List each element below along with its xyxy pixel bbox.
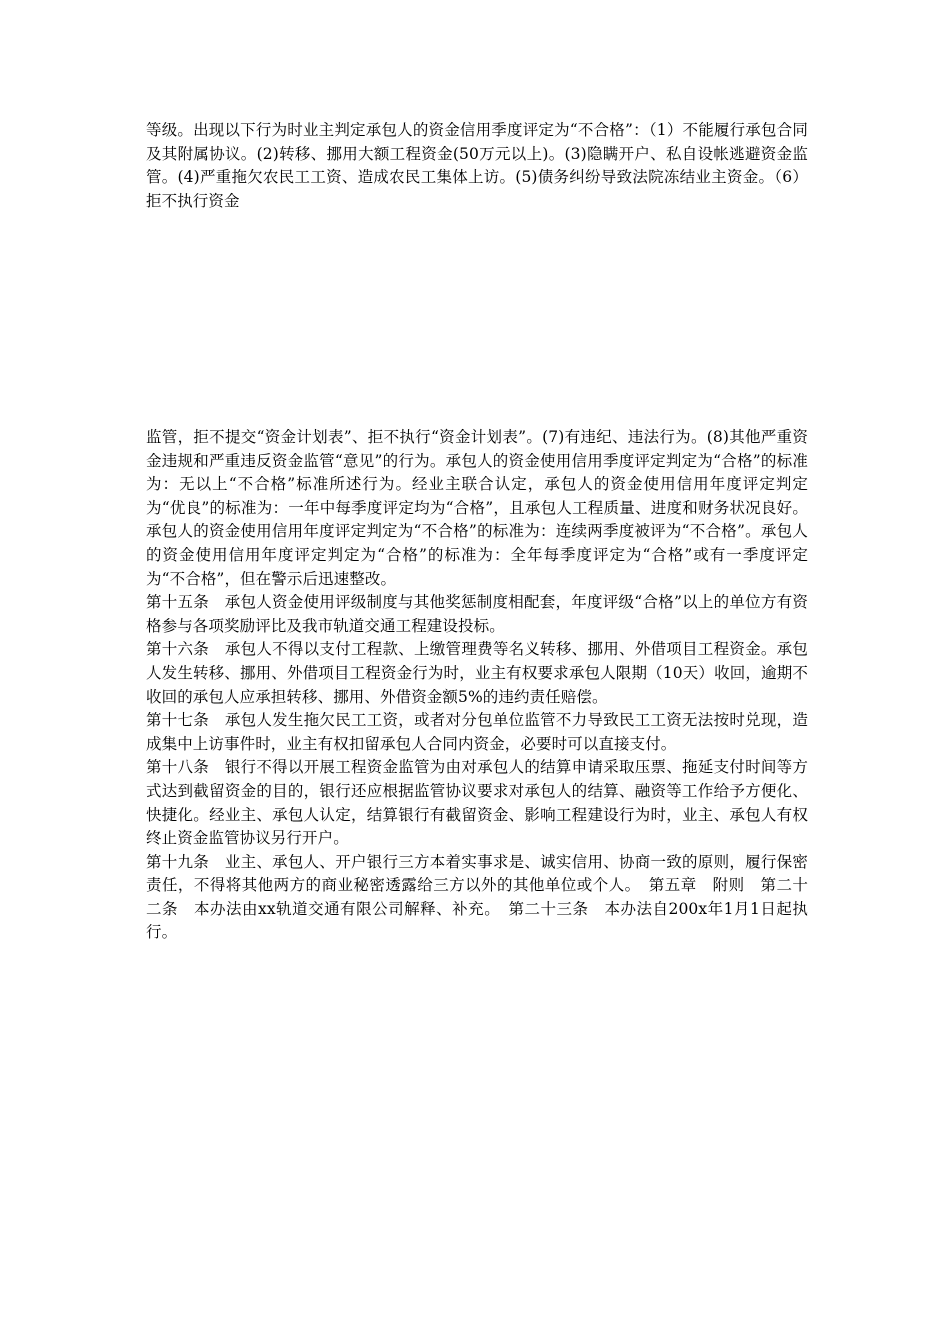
text-block-top (146, 119, 808, 213)
paragraph-continuation: 等级。出现以下行为时业主判定承包人的资金信用季度评定为“不合格”：（1）不能履行承包合同及其附属协议。(2)转移、挪用大额工程资金(50万元以上)。(3)隐瞒开户、私自设帐逃避资金监管。(4)严重拖欠农民工工资、造成农民工集体上访。(5)债务纠纷导致法院冻结业主资金。（6）拒不执行资金 (146, 121, 808, 210)
text-block-main (146, 426, 808, 945)
paragraph-article-16: 第十六条 承包人不得以支付工程款、上缴管理费等名义转移、挪用、外借项目工程资金。承包人发生转移、挪用、外借项目工程资金行为时，业主有权要求承包人限期（10天）收回，逾期不收回的承包人应承担转移、挪用、外借资金额5%的违约责任赔偿。 (146, 640, 808, 706)
paragraph-evaluation-standards: 监管，拒不提交“资金计划表”、拒不执行“资金计划表”。(7)有违纪、违法行为。(8)其他严重资金违规和严重违反资金监管“意见”的行为。承包人的资金使用信用季度评定判定为“合格”的标准为：无以上“不合格”标准所述行为。经业主联合认定，承包人的资金使用信用年度评定判定为“优良”的标准为：一年中每季度评定均为“合格”，且承包人工程质量、进度和财务状况良好。承包人的资金使用信用年度评定判定为“不合格”的标准为：连续两季度被评为“不合格”。承包人的资金使用信用年度评定判定为“合格”的标准为：全年每季度评定为“合格”或有一季度评定为“不合格”，但在警示后迅速整改。 (146, 428, 808, 588)
paragraph-article-15: 第十五条 承包人资金使用评级制度与其他奖惩制度相配套，年度评级“合格”以上的单位方有资格参与各项奖励评比及我市轨道交通工程建设投标。 (146, 593, 808, 635)
paragraph-article-18: 第十八条 银行不得以开展工程资金监管为由对承包人的结算申请采取压票、拖延支付时间等方式达到截留资金的目的，银行还应根据监管协议要求对承包人的结算、融资等工作给予方便化、快捷化。经业主、承包人认定，结算银行有截留资金、影响工程建设行为时，业主、承包人有权终止资金监管协议另行开户。 (146, 758, 808, 848)
paragraph-article-19-and-appendix: 第十九条 业主、承包人、开户银行三方本着实事求是、诚实信用、协商一致的原则，履行保密责任，不得将其他两方的商业秘密透露给三方以外的其他单位或个人。 第五章 附则 第二十二条 本办法由xx轨道交通有限公司解释、补充。 第二十三条 本办法自200x年1月1日起执行。 (146, 852, 808, 942)
paragraph-article-17: 第十七条 承包人发生拖欠民工工资，或者对分包单位监管不力导致民工工资无法按时兑现，造成集中上访事件时，业主有权扣留承包人合同内资金，必要时可以直接支付。 (146, 711, 808, 753)
